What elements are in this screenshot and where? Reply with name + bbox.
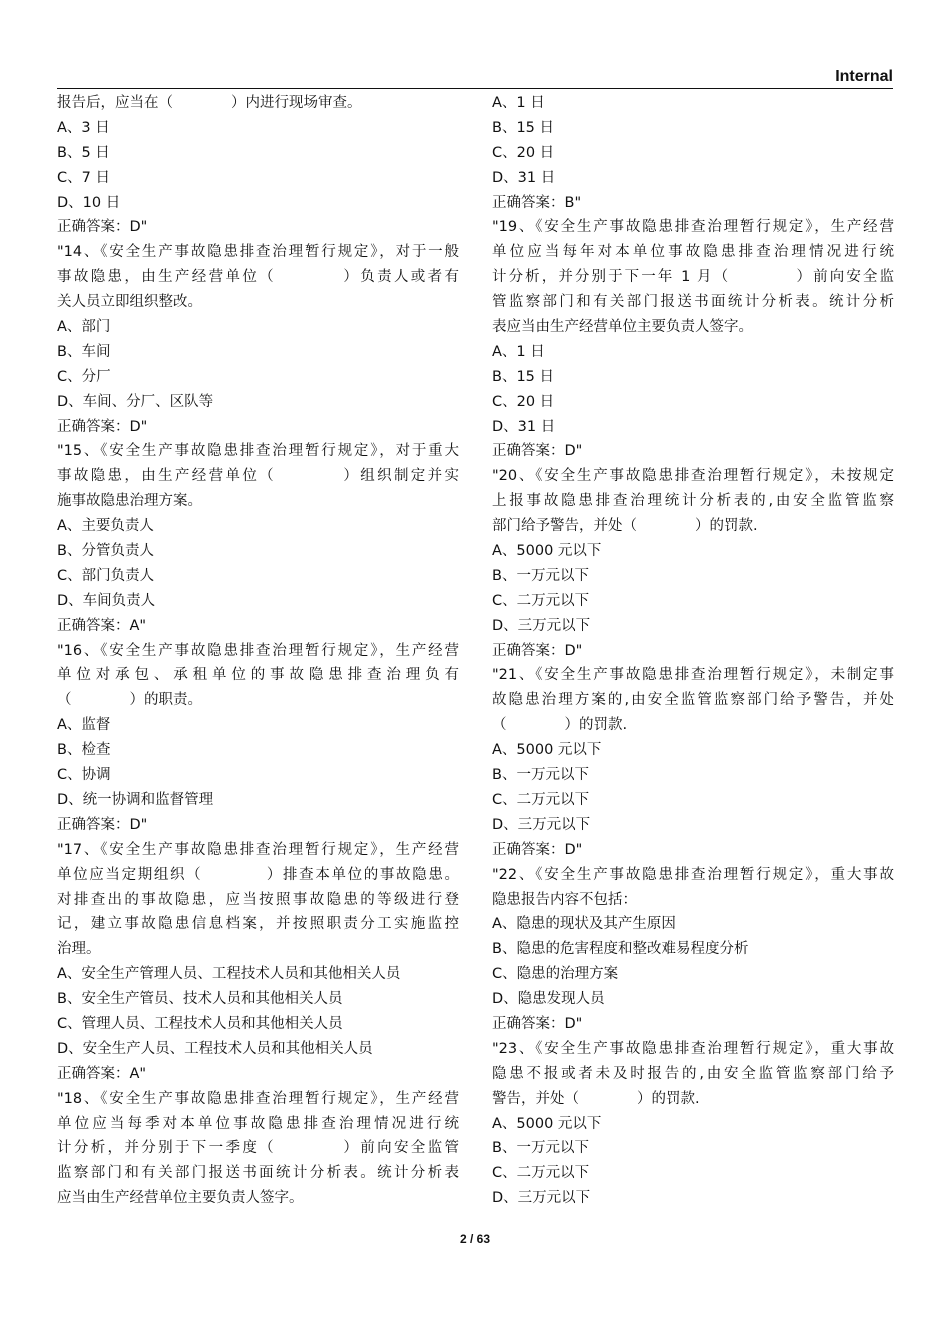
text-line: 记，建立事故隐患信息档案，并按照职责分工实施监控 [57,916,459,933]
text-line: B、15 日 [492,119,555,136]
text-line: B、隐患的危害程度和整改难易程度分析 [492,941,749,958]
text-line: 监察部门和有关部门报送书面统计分析表。统计分析表 [57,1165,459,1182]
text-line: D、三万元以下 [492,617,591,634]
text-line: B、一万元以下 [492,1140,589,1157]
text-line: A、部门 [57,319,111,336]
text-line: （ ）的罚款. [492,717,628,734]
text-line: 警告，并处（ ）的罚款. [492,1090,700,1107]
text-line: B、检查 [57,742,111,759]
text-line: "15、《安全生产事故隐患排查治理暂行规定》，对于重大 [57,443,459,460]
text-line: 正确答案：D" [492,841,583,858]
text-line: D、31 日 [492,418,556,435]
text-line: A、1 日 [492,95,545,111]
text-line: 正确答案：D" [492,1015,583,1032]
text-line: 正确答案：B" [492,194,582,211]
text-line: 表应当由生产经营单位主要负责人签字。 [492,319,753,336]
text-line: A、3 日 [57,119,110,136]
text-line: B、5 日 [57,144,110,161]
text-line: D、10 日 [57,194,121,211]
text-line: D、三万元以下 [492,816,591,833]
text-line: C、分厂 [57,368,111,385]
text-line: "18、《安全生产事故隐患排查治理暂行规定》，生产经营 [57,1090,459,1107]
left-column [57,91,459,1211]
text-line: A、5000 元以下 [492,543,602,560]
text-line: 事故隐患，由生产经营单位（ ）负责人或者有 [57,269,459,286]
text-line: D、车间负责人 [57,592,156,609]
text-line: "22、《安全生产事故隐患排查治理暂行规定》，重大事故 [492,866,894,883]
text-line: 管监察部门和有关部门报送书面统计分析表。统计分析 [492,294,894,311]
text-line: 正确答案：D" [57,219,148,236]
text-line: 单位应当每年对本单位事故隐患排查治理情况进行统 [492,244,894,261]
text-line: 关人员立即组织整改。 [57,294,202,311]
text-line: 事故隐患，由生产经营单位（ ）组织制定并实 [57,468,459,485]
text-line: A、隐患的现状及其产生原因 [492,916,676,933]
text-line: 单位应当定期组织（ ）排查本单位的事故隐患。 [57,866,459,883]
text-line: A、安全生产管理人员、工程技术人员和其他相关人员 [57,966,401,983]
text-line: "21、《安全生产事故隐患排查治理暂行规定》，未制定事 [492,667,894,684]
text-line: "14、《安全生产事故隐患排查治理暂行规定》，对于一般 [57,244,459,261]
text-line: 计分析，并分别于下一年 1 月（ ）前向安全监 [492,269,894,286]
text-line: D、统一协调和监督管理 [57,791,214,808]
text-line: 单位对承包、承租单位的事故隐患排查治理负有 [57,667,459,684]
text-line: C、协调 [57,767,111,784]
text-line: A、5000 元以下 [492,742,602,759]
text-line: 隐患报告内容不包括： [492,891,637,908]
text-line: D、31 日 [492,169,556,186]
text-line: B、一万元以下 [492,567,589,584]
text-line: "20、《安全生产事故隐患排查治理暂行规定》，未按规定 [492,468,894,485]
text-line: 正确答案：A" [57,617,147,634]
text-line: 治理。 [57,941,101,958]
text-line: B、安全生产管员、技术人员和其他相关人员 [57,991,343,1008]
text-line: B、分管负责人 [57,543,154,560]
text-line: B、15 日 [492,368,555,385]
text-line: A、监督 [57,717,111,734]
text-line: 故隐患治理方案的,由安全监管监察部门给予警告，并处 [492,692,894,709]
classification-label: Internal [835,68,893,85]
text-line: 施事故隐患治理方案。 [57,493,202,510]
text-line: B、一万元以下 [492,767,589,784]
text-line: 计分析，并分别于下一季度（ ）前向安全监管 [57,1140,459,1157]
text-line: C、隐患的治理方案 [492,966,619,983]
text-line: C、部门负责人 [57,567,155,584]
text-line: D、隐患发现人员 [492,991,605,1008]
text-line: C、20 日 [492,144,555,161]
text-line: "23、《安全生产事故隐患排查治理暂行规定》，重大事故 [492,1040,894,1057]
text-line: 上报事故隐患排查治理统计分析表的,由安全监管监察 [492,493,894,510]
text-line: A、5000 元以下 [492,1115,602,1132]
text-line: "17、《安全生产事故隐患排查治理暂行规定》，生产经营 [57,841,459,858]
text-line: A、主要负责人 [57,518,154,535]
header-rule [57,88,893,89]
text-line: C、7 日 [57,169,110,186]
text-line: 对排查出的事故隐患，应当按照事故隐患的等级进行登 [57,891,459,908]
text-line: C、二万元以下 [492,1165,590,1182]
text-line: D、三万元以下 [492,1190,591,1207]
text-line: B、车间 [57,343,111,360]
text-line: C、二万元以下 [492,592,590,609]
text-line: C、20 日 [492,393,555,410]
text-line: 部门给予警告，并处（ ）的罚款. [492,518,758,535]
text-line: 正确答案：D" [492,443,583,460]
text-line: 单位应当每季对本单位事故隐患排查治理情况进行统 [57,1115,459,1132]
text-line: C、二万元以下 [492,791,590,808]
text-line: 正确答案：D" [492,642,583,659]
text-line: （ ）的职责。 [57,692,202,709]
right-column [492,91,894,1211]
text-line: 正确答案：A" [57,1065,147,1082]
text-line: D、安全生产人员、工程技术人员和其他相关人员 [57,1040,373,1057]
text-line: 应当由生产经营单位主要负责人签字。 [57,1190,304,1207]
text-line: 正确答案：D" [57,418,148,435]
page-number: 2 / 63 [459,1232,491,1246]
text-line: "16、《安全生产事故隐患排查治理暂行规定》，生产经营 [57,642,459,659]
text-line: 报告后，应当在（ ）内进行现场审查。 [57,95,362,111]
text-line: A、1 日 [492,343,545,360]
text-line: D、车间、分厂、区队等 [57,393,214,410]
text-line: C、管理人员、工程技术人员和其他相关人员 [57,1015,343,1032]
text-line: 隐患不报或者未及时报告的,由安全监管监察部门给予 [492,1065,894,1082]
text-line: 正确答案：D" [57,816,148,833]
text-line: "19、《安全生产事故隐患排查治理暂行规定》，生产经营 [492,219,894,236]
